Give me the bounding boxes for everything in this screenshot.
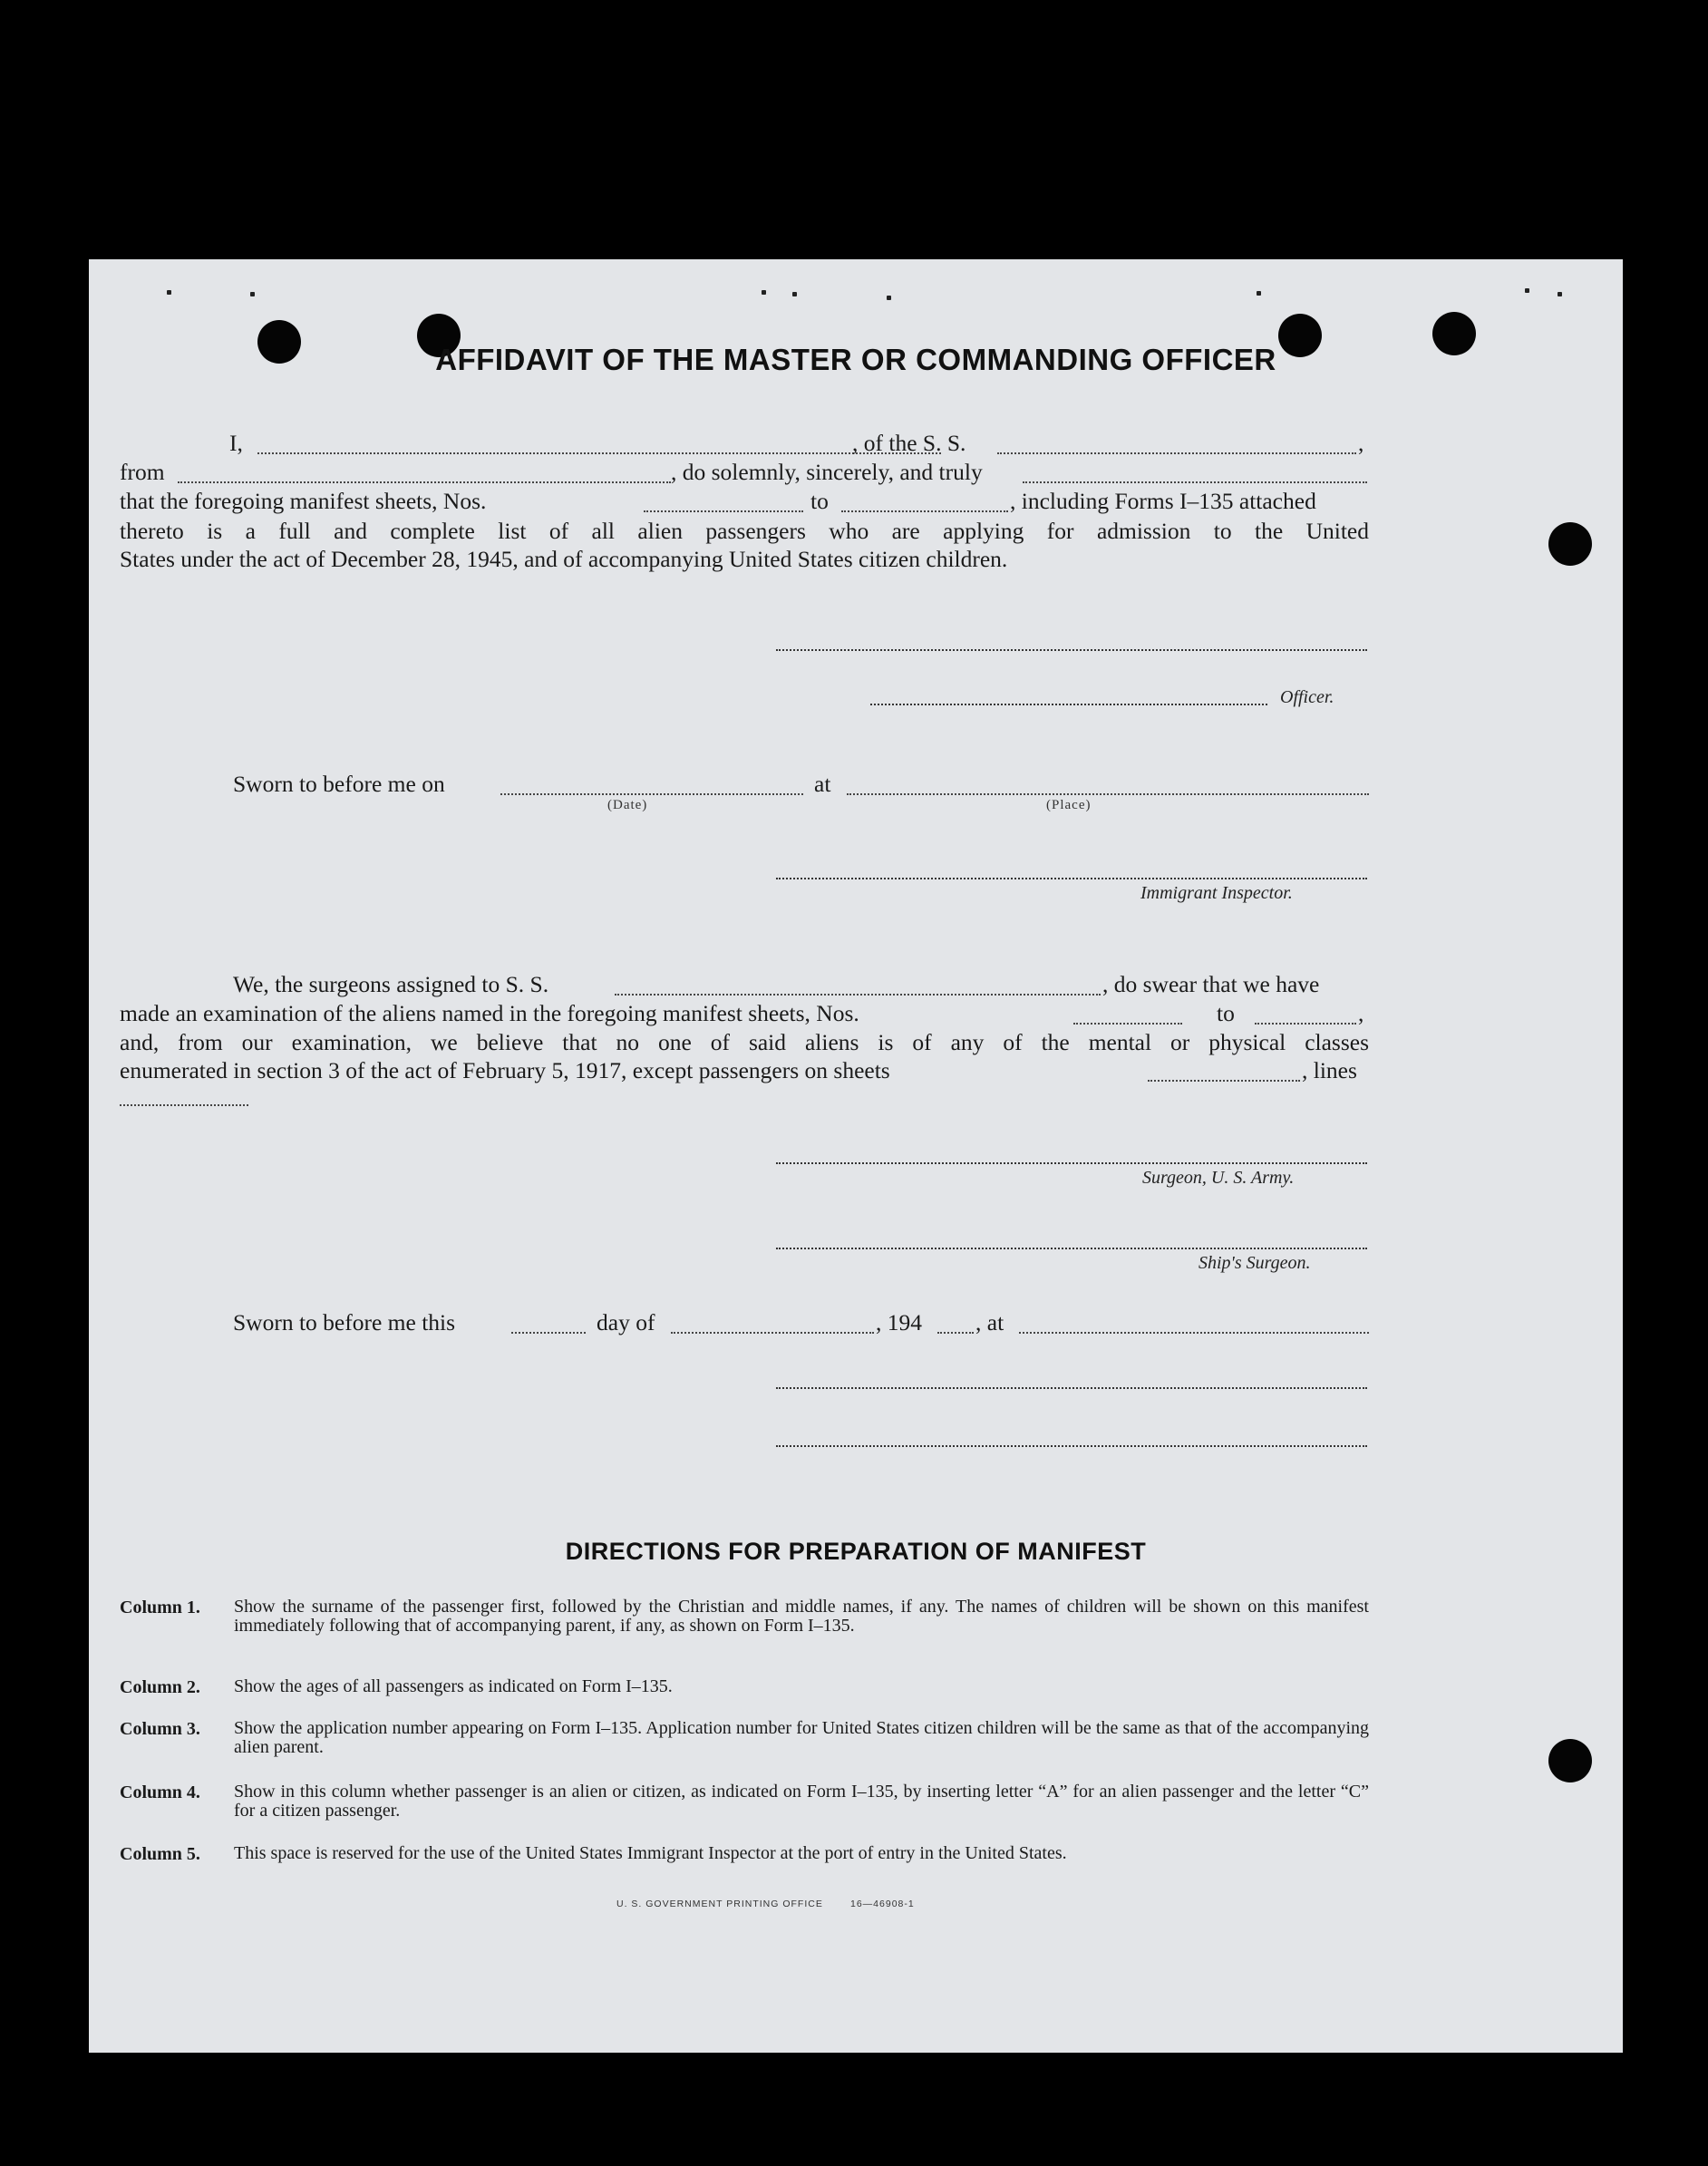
solemnly-label: , do solemnly, sincerely, and truly [671,459,983,485]
year-label: , 194 [876,1309,922,1336]
directions-title: DIRECTIONS FOR PREPARATION OF MANIFEST [565,1538,1147,1565]
master-name-field[interactable] [257,452,941,454]
sheet-from-field[interactable] [644,510,803,512]
affidavit-line-5: States under the act of December 28, 1945, and of accompanying United States citizen children. [120,546,1008,572]
affidavit-line-4: thereto is a full and complete list of all alien passengers who are applying for admission to the United [120,518,1369,544]
speck [792,292,797,296]
sworn-this-label: Sworn to before me this [233,1309,456,1336]
inspector-signature-line[interactable] [776,878,1367,879]
sworn-date-field[interactable] [500,793,803,795]
column-2-label: Column 2. [120,1677,200,1697]
column-1-text: Show the surname of the passenger first, followed by the Christian and middle names, if any. The names of children will be shown on this manifest immediately following that of accompanying parent, if any, as shown on Form I–135. [234,1597,1369,1636]
comma: , [1358,1000,1364,1026]
speck [887,296,891,300]
column-3-text: Show the application number appearing on Form I–135. Application number for United States citizen children will be the same as that of the accompanying alien parent. [234,1718,1369,1757]
manifest-nos-label: that the foregoing manifest sheets, Nos. [120,488,487,514]
sworn-year-field[interactable] [937,1332,974,1334]
inspector-signature-line-2[interactable] [776,1387,1367,1389]
ship-surgeon-caption: Ship's Surgeon. [1199,1253,1311,1273]
exam-to-label: to [1217,1000,1235,1026]
port-from-field[interactable] [178,481,671,483]
army-surgeon-caption: Surgeon, U. S. Army. [1142,1168,1295,1188]
of-the-ss-label: , of the S. S. [852,430,966,456]
affidavit-title: AFFIDAVIT OF THE MASTER OR COMMANDING OFFICER [435,343,1276,376]
do-swear-label: , do swear that we have [1102,971,1320,997]
form-sheet [89,259,1623,2053]
except-lines-field[interactable] [120,1104,248,1106]
sworn-month-field[interactable] [671,1332,874,1334]
officer-title-line[interactable] [870,704,1267,705]
surgeons-ss-label: We, the surgeons assigned to S. S. [233,971,549,997]
from-label: from [120,459,165,485]
sworn-day-field[interactable] [511,1332,586,1334]
exam-sheet-to-field[interactable] [1255,1023,1356,1025]
sworn-at-label-2: , at [975,1309,1004,1336]
except-sheets-field[interactable] [1148,1080,1300,1082]
column-1-label: Column 1. [120,1598,200,1617]
column-4-label: Column 4. [120,1782,200,1802]
inspector-caption: Immigrant Inspector. [1140,883,1293,903]
except-sheets-label: enumerated in section 3 of the act of February 5, 1917, except passengers on sheets [120,1057,890,1083]
ship-surgeon-signature-line[interactable] [776,1248,1367,1249]
sworn-place-field[interactable] [847,793,1369,795]
speck [167,290,171,295]
column-2-text: Show the ages of all passengers as indicated on Form I–135. [234,1676,673,1696]
date-caption: (Date) [607,798,648,812]
speck [250,292,255,296]
sheet-to-field[interactable] [841,510,1008,512]
officer-signature-line[interactable] [776,649,1367,651]
exam-sheets-label: made an examination of the aliens named in the foregoing manifest sheets, Nos. [120,1000,859,1026]
speck [1257,291,1261,296]
forms-attached-label: , including Forms I–135 attached [1010,488,1316,514]
comma: , [1358,430,1364,456]
sworn-on-label: Sworn to before me on [233,771,445,797]
speck [1525,288,1529,293]
printer-imprint: U. S. GOVERNMENT PRINTING OFFICE [616,1899,823,1909]
exam-sheet-from-field[interactable] [1073,1023,1182,1025]
column-3-label: Column 3. [120,1719,200,1739]
day-of-label: day of [597,1309,655,1336]
inspector-title-line-2[interactable] [776,1445,1367,1447]
speck [762,290,766,295]
army-surgeon-signature-line[interactable] [776,1162,1367,1164]
column-5-label: Column 5. [120,1844,200,1864]
place-caption: (Place) [1046,798,1092,812]
lines-label: , lines [1302,1057,1357,1083]
sworn-at-label: at [814,771,831,797]
officer-caption: Officer. [1280,687,1334,707]
solemnly-fill[interactable] [1023,481,1367,483]
column-4-text: Show in this column whether passenger is an alien or citizen, as indicated on Form I–135, by inserting letter “A” for an alien passenger and the letter “C” for a citizen passenger. [234,1782,1369,1821]
punch-hole [1548,522,1592,566]
sworn-place-field-2[interactable] [1019,1332,1369,1334]
affidavit-i-label: I, [229,430,243,456]
surgeons-ship-field[interactable] [615,994,1101,996]
form-number: 16—46908-1 [850,1899,915,1909]
surgeons-line-3: and, from our examination, we believe that no one of said aliens is of any of the mental or physical classes [120,1029,1369,1055]
column-5-text: This space is reserved for the use of the United States Immigrant Inspector at the port of entry in the United States. [234,1843,1067,1863]
speck [1558,292,1562,296]
to-label: to [810,488,829,514]
ship-name-field[interactable] [997,452,1356,454]
punch-hole [1548,1739,1592,1782]
